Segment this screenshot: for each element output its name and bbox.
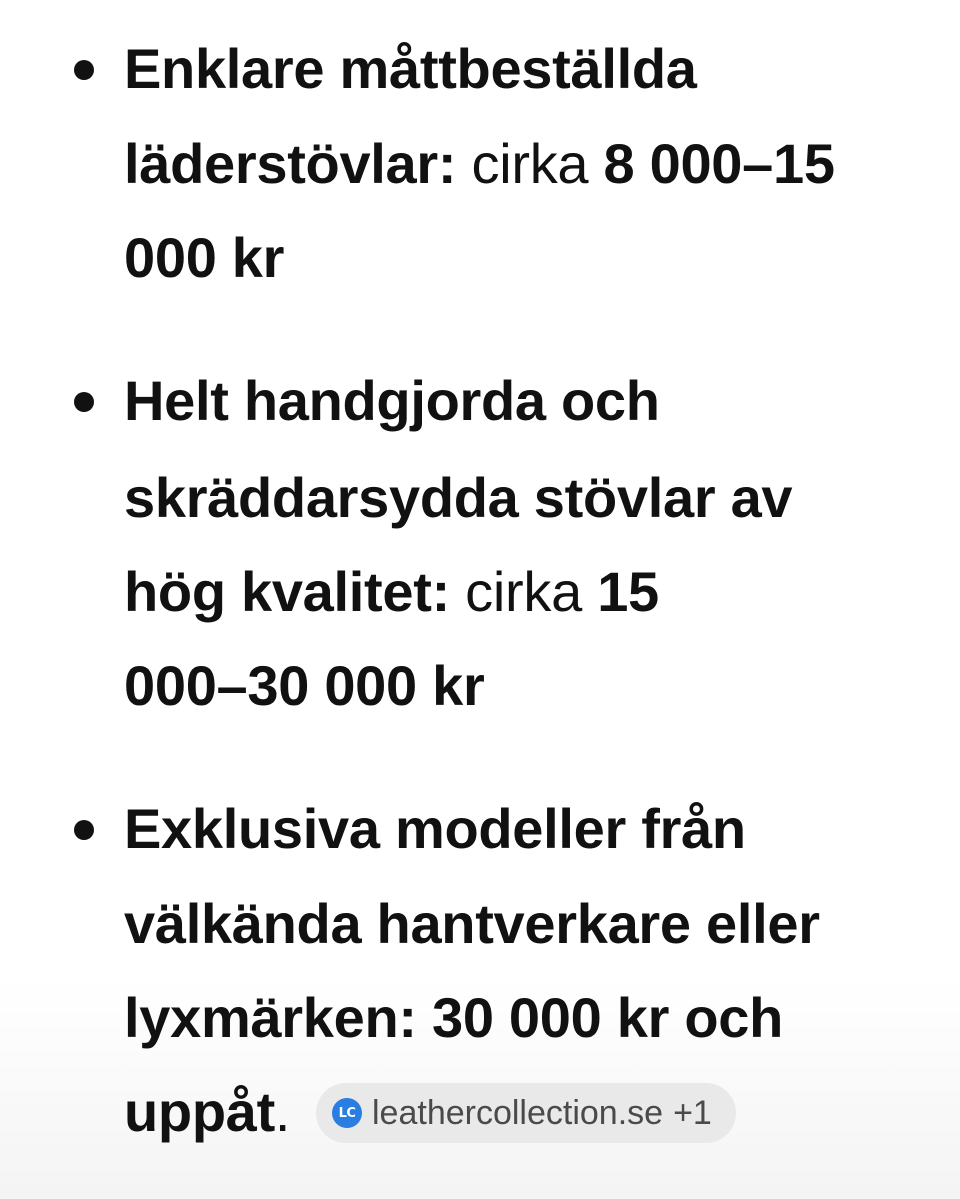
list-item-line [124,369,660,433]
list-item-line [124,986,783,1050]
source-citation-chip[interactable] [316,1083,736,1143]
bold-text: skräddarsydda stövlar av [124,466,793,529]
list-item-line [124,797,746,861]
list-item-line [124,132,835,196]
bullet-icon [74,820,94,840]
site-logo-icon: LC [332,1098,362,1128]
list-item-line [124,560,659,624]
price-range: 8 000–15 [603,132,835,195]
regular-text: cirka [456,132,604,195]
bold-text: välkända hantverkare eller [124,892,820,955]
list-item-line [124,892,820,956]
price-range: 000–30 000 kr [124,654,485,717]
source-count: +1 [673,1093,712,1132]
price-range: 000 kr [124,226,285,289]
bold-text: Exklusiva modeller från [124,797,746,860]
list-item-line [124,466,792,530]
bold-text: lyxmärken: 30 000 kr och [124,986,783,1049]
bold-text: läderstövlar: [124,132,457,195]
price-range: 15 [597,560,659,623]
list-item-line [124,1080,290,1144]
list-item-line [124,226,284,290]
regular-text: cirka [449,560,598,623]
list-item-line [124,654,484,718]
bold-text: Enklare måttbeställda [124,37,697,100]
bullet-icon [74,392,94,412]
list-item-line [124,37,697,101]
regular-text: . [274,1080,291,1143]
bullet-icon [74,60,94,80]
source-label: leathercollection.se [372,1093,664,1132]
bold-text: uppåt [124,1080,275,1143]
bold-text: hög kvalitet: [124,560,450,623]
bold-text: Helt handgjorda och [124,369,660,432]
